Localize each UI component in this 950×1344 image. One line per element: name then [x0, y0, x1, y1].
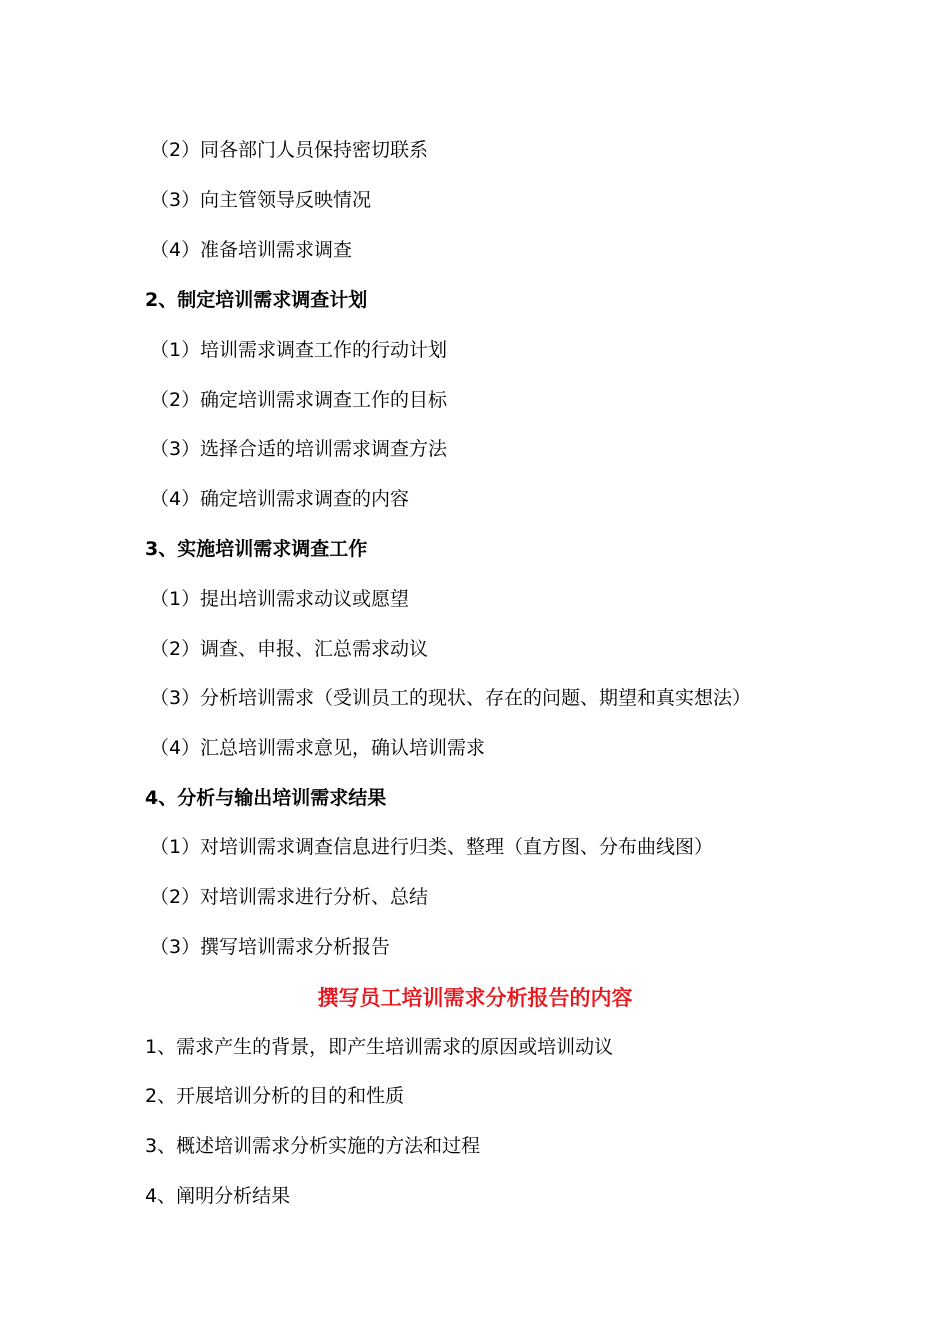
list-item	[150, 388, 447, 412]
item-number: （2）	[150, 638, 201, 660]
item-number: （4）	[150, 488, 201, 510]
item-number: （2）	[150, 886, 201, 908]
list-item	[150, 637, 428, 661]
list-item	[150, 437, 447, 461]
item-text: 同各部门人员保持密切联系	[200, 139, 429, 161]
item-number: （3）	[150, 438, 201, 460]
report-item: 2、开展培训分析的目的和性质	[145, 1085, 405, 1107]
list-item	[150, 188, 371, 212]
list-item	[150, 885, 428, 909]
list-item	[150, 238, 352, 262]
item-text: 分析培训需求（受训员工的现状、存在的问题、期望和真实想法）	[200, 687, 752, 709]
item-number: （2）	[150, 139, 201, 161]
item-text: 确定培训需求调查的内容	[200, 488, 410, 510]
item-number: （3）	[150, 936, 201, 958]
item-text: 确定培训需求调查工作的目标	[200, 389, 448, 411]
item-text: 提出培训需求动议或愿望	[200, 588, 410, 610]
section-heading: 4、分析与输出培训需求结果	[145, 787, 387, 809]
report-item: 3、概述培训需求分析实施的方法和过程	[145, 1135, 481, 1157]
item-text: 调查、申报、汇总需求动议	[200, 638, 429, 660]
item-text: 选择合适的培训需求调查方法	[200, 438, 448, 460]
item-text: 对培训需求进行分析、总结	[200, 886, 429, 908]
list-item	[150, 736, 485, 760]
item-text: 汇总培训需求意见，确认培训需求	[200, 737, 486, 759]
list-item	[150, 487, 409, 511]
item-text: 向主管领导反映情况	[200, 189, 372, 211]
item-number: （3）	[150, 687, 201, 709]
item-text: 撰写培训需求分析报告	[200, 936, 391, 958]
item-text: 培训需求调查工作的行动计划	[200, 339, 448, 361]
list-item	[150, 835, 713, 859]
item-number: （1）	[150, 836, 201, 858]
item-number: （4）	[150, 239, 201, 261]
list-item	[150, 935, 390, 959]
section-heading: 3、实施培训需求调查工作	[145, 538, 368, 560]
item-number: （2）	[150, 389, 201, 411]
list-item	[150, 138, 428, 162]
item-text: 准备培训需求调查	[200, 239, 353, 261]
item-number: （4）	[150, 737, 201, 759]
item-number: （1）	[150, 339, 201, 361]
report-item: 1、需求产生的背景，即产生培训需求的原因或培训动议	[145, 1036, 614, 1058]
section-heading: 2、制定培训需求调查计划	[145, 289, 368, 311]
item-number: （3）	[150, 189, 201, 211]
list-item	[150, 587, 409, 611]
report-title: 撰写员工培训需求分析报告的内容	[317, 986, 633, 1010]
list-item	[150, 338, 447, 362]
list-item	[150, 686, 751, 710]
item-number: （1）	[150, 588, 201, 610]
report-item: 4、阐明分析结果	[145, 1185, 291, 1207]
item-text: 对培训需求调查信息进行归类、整理（直方图、分布曲线图）	[200, 836, 714, 858]
